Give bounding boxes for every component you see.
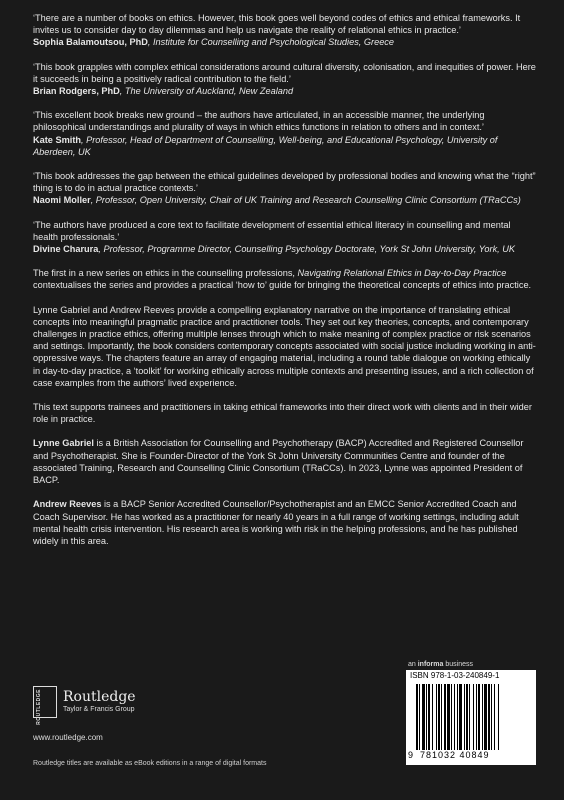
barcode-bar	[451, 684, 452, 750]
barcode-bar	[426, 684, 427, 750]
reviewer-affiliation: , Professor, Head of Department of Counselling, Well-being, and Educational Psychology, University of Aberdeen, UK	[33, 134, 498, 157]
isbn-barcode	[406, 670, 536, 765]
barcode-bar	[491, 684, 492, 750]
quote-attribution	[33, 85, 538, 97]
isbn-label: ISBN 978-1-03-240849-1	[410, 671, 500, 680]
barcode-bars	[416, 684, 530, 750]
quote-text: ‘There are a number of books on ethics. However, this book goes well beyond codes of ethics and ethical frameworks. It invites us to consider day to day dilemmas and help us navigate the reality of relational ethics in practice.’	[33, 13, 521, 36]
publisher-logo	[33, 686, 136, 725]
author-name: Andrew Reeves	[33, 499, 102, 510]
barcode-bar	[441, 684, 442, 750]
endorsement-1	[33, 12, 538, 49]
endorsement-2	[33, 61, 538, 98]
publisher-name: Routledge	[63, 689, 136, 705]
reviewer-credential: , PhD	[124, 37, 148, 48]
reviewer-affiliation: , Professor, Open University, Chair of UK Training and Research Counselling Clinic Consortium (TRaCCs)	[90, 195, 521, 206]
intro-before: The first in a new series on ethics in the counselling professions,	[33, 268, 298, 279]
barcode-bar	[436, 684, 437, 750]
book-support: This text supports trainees and practitioners in taking ethical frameworks into their direct work with clients and in their wider role in practice.	[33, 402, 532, 425]
quote-attribution	[33, 243, 538, 255]
author-bio-2	[33, 498, 538, 547]
reviewer-name: Naomi Moller	[33, 195, 91, 206]
back-cover-text	[33, 12, 538, 559]
barcode-bar	[428, 684, 430, 750]
informa-brand: informa	[417, 661, 444, 668]
author-bio-text: is a British Association for Counselling and Psychotherapy (BACP) Accredited and Registered Counsellor and Psychotherapist. She is Founder-Director of the York St John University Communities Centre and founder of the associated Training, Research and Counselling Clinic Consortium (TRaCCs). In 2023, Lynne was appointed President of BACP.	[33, 438, 524, 486]
quote-attribution	[33, 36, 538, 48]
reviewer-affiliation: , Institute for Counselling and Psychological Studies, Greece	[147, 37, 395, 48]
quote-attribution	[33, 134, 538, 158]
barcode-bar	[478, 684, 480, 750]
reviewer-name: Brian Rodgers	[33, 86, 97, 97]
reviewer-affiliation: , The University of Auckland, New Zealand	[119, 86, 294, 97]
barcode-bar	[416, 684, 418, 750]
barcode-bar	[447, 684, 450, 750]
barcode-bar	[476, 684, 477, 750]
barcode-bar	[444, 684, 446, 750]
book-description: Lynne Gabriel and Andrew Reeves provide a compelling explanatory narrative on the importance of translating ethical concepts into meaningful pragmatic practice and practitioner tools. They set out key theories, concepts, and contemporary challenges in practice ethics, offering multiple lenses through which to make meaning of complex practice or risk scenarios and settings. Importantly, the book considers contemporary concepts associated with social justice including working in anti-oppressive ways. The chapters feature an array of engaging material, including a round table dialogue on working ethically in day-to-day practice, a ‘toolkit’ for working ethically across multiple contexts and presenting issues, and a rich collection of case examples from the authors’ lived experience.	[33, 304, 536, 388]
barcode-bar	[438, 684, 440, 750]
barcode-lead-digit: 9	[408, 750, 414, 760]
reviewer-name: Sophia Balamoutsou	[33, 37, 125, 48]
reviewer-name: Divine Charura	[33, 244, 99, 255]
quote-text: ‘This book grapples with complex ethical considerations around cultural diversity, colonisation, and inequities of power. Here it succeeds in being a positively radical contribution to the field.’	[33, 61, 536, 84]
barcode-bar	[422, 684, 425, 750]
endorsement-3	[33, 109, 538, 158]
intro-after: contextualises the series and provides a practical ‘how to’ guide for bringing the theoretical concepts of ethics into practice.	[33, 280, 532, 291]
author-name: Lynne Gabriel	[33, 438, 94, 449]
barcode-bar	[482, 684, 483, 750]
reviewer-affiliation: , Professor, Programme Director, Counselling Psychology Doctorate, York St John University, York, UK	[98, 244, 516, 255]
barcode-bar	[484, 684, 487, 750]
barcode-bar	[454, 684, 455, 750]
author-bio-text: is a BACP Senior Accredited Counsellor/Psychotherapist and an EMCC Senior Accredited Coach and Coach Supervisor. He has worked as a practitioner for nearly 40 years in a full range of working settings, including adult mental health crisis intervention. His research area is working with risk in the helping professions, and he has published widely in this area.	[33, 499, 519, 546]
informa-tagline: an informa business	[408, 661, 473, 668]
barcode-bar	[494, 684, 495, 750]
barcode-bar	[464, 684, 465, 750]
barcode-digits: 781032 40849	[420, 750, 490, 760]
barcode-bar	[419, 684, 420, 750]
barcode-bar	[488, 684, 490, 750]
endorsement-5	[33, 219, 538, 256]
quote-text: ‘This excellent book breaks new ground – the authors have articulated, in an accessible manner, the underlying philosophical understandings and plurality of ways in which ethics functions in relation to others and in context.’	[33, 110, 485, 133]
reviewer-credential: , PhD	[96, 86, 120, 97]
barcode-bar	[498, 684, 499, 750]
publisher-website[interactable]: www.routledge.com	[33, 733, 103, 742]
barcode-bar	[457, 684, 458, 750]
ebook-note: Routledge titles are available as eBook editions in a range of digital formats	[33, 760, 267, 767]
series-intro	[33, 267, 538, 291]
publisher-group: Taylor & Francis Group	[63, 706, 135, 713]
quote-text: ‘This book addresses the gap between the ethical guidelines developed by professional bodies and knowing what the “right” thing is to do in actual practice contexts.’	[33, 171, 536, 194]
book-title: Navigating Relational Ethics in Day-to-Day Practice	[297, 268, 507, 279]
barcode-bar	[466, 684, 468, 750]
quote-attribution	[33, 194, 538, 206]
quote-text: ‘The authors have produced a core text to facilitate development of essential ethical literacy in counselling and mental health professionals.’	[33, 219, 511, 242]
barcode-bar	[432, 684, 433, 750]
barcode-bar	[459, 684, 462, 750]
barcode-bar	[473, 684, 474, 750]
routledge-logo-icon: ROUTLEDGE	[33, 686, 57, 718]
barcode-bar	[469, 684, 470, 750]
reviewer-name: Kate Smith	[33, 134, 81, 145]
author-bio-1	[33, 437, 538, 486]
endorsement-4	[33, 170, 538, 207]
